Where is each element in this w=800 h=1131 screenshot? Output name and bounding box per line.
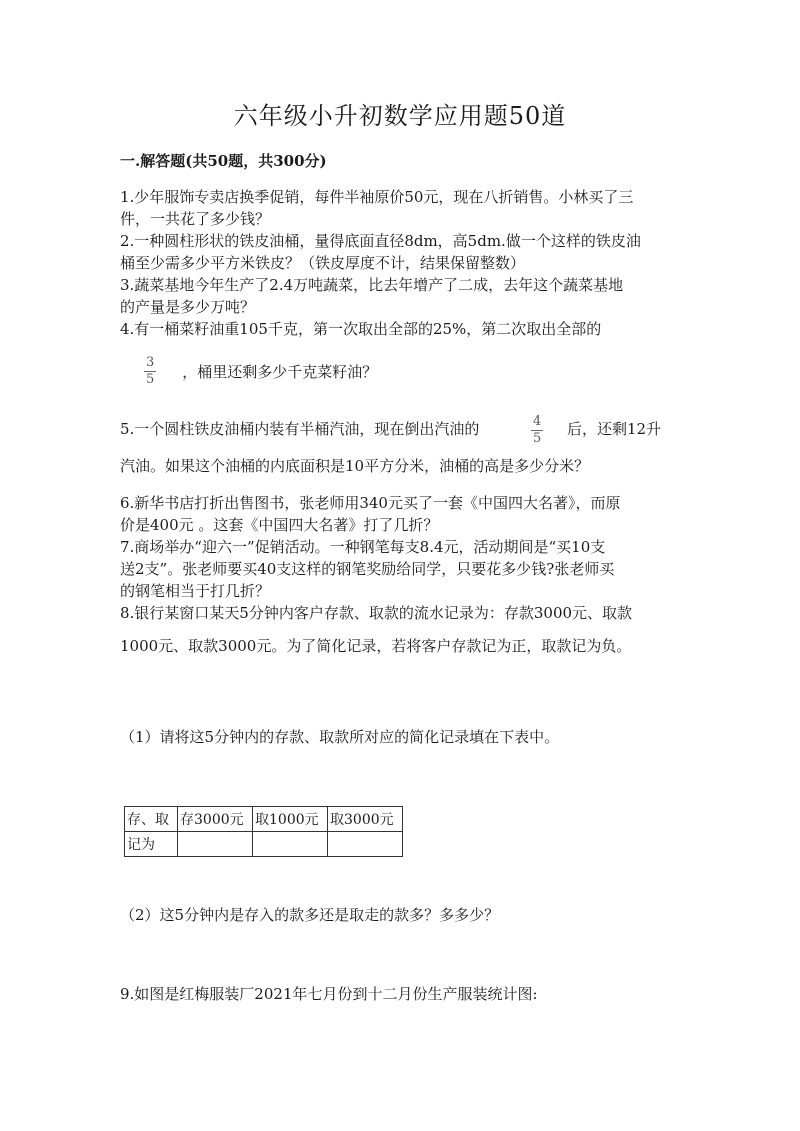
q4-fraction-numerator: 3 (146, 355, 155, 370)
q7-line-3: 的钢笔相当于打几折？ (120, 582, 271, 600)
q8-line-2: 1000元、取款3000元。为了简化记录，若将客户存款记为正，取款记为负。 (120, 637, 632, 655)
q8-sub-question-1: （1）请将这5分钟内的存款、取款所对应的简化记录填在下表中。 (120, 728, 560, 746)
table-cell-input[interactable] (328, 832, 403, 857)
q3-line-1: 3.蔬菜基地今年生产了2.4万吨蔬菜，比去年增产了二成，去年这个蔬菜基地 (120, 276, 624, 294)
q7-line-1: 7.商场举办“迎六一”促销活动。一种钢笔每支8.4元，活动期间是“买10支 (120, 538, 606, 556)
q5-line-2: 汽油。如果这个油桶的内底面积是10平方分米，油桶的高是多少分米？ (120, 457, 590, 475)
table-cell-input[interactable] (253, 832, 328, 857)
q5-line-1a: 5.一个圆柱铁皮油桶内装有半桶汽油，现在倒出汽油的 (120, 420, 480, 438)
q5-fraction (531, 410, 543, 446)
q6-line-2: 价是400元 。这套《中国四大名著》打了几折？ (120, 516, 439, 534)
table-row (125, 832, 403, 857)
q2-line-1: 2.一种圆柱形状的铁皮油桶，量得底面直径8dm，高5dm.做一个这样的铁皮油 (120, 232, 641, 250)
q9-line-1: 9.如图是红梅服装厂2021年七月份到十二月份生产服装统计图: (120, 985, 538, 1003)
q4-line-2-text: ，桶里还剩多少千克菜籽油？ (182, 363, 378, 381)
table-cell: 取1000元 (253, 807, 328, 832)
table-cell: 存3000元 (178, 807, 253, 832)
q4-line-2 (144, 356, 377, 387)
q8-line-1: 8.银行某窗口某天5分钟内客户存款、取款的流水记录为：存款3000元、取款 (120, 604, 633, 622)
section-heading: 一.解答题(共50题，共300分) (120, 152, 327, 170)
q5-fraction-numerator: 4 (533, 414, 542, 429)
table-cell: 记为 (125, 832, 178, 857)
table-cell-input[interactable] (178, 832, 253, 857)
table-row (125, 807, 403, 832)
q8-sub-question-2: （2）这5分钟内是存入的款多还是取走的款多？多多少？ (120, 906, 500, 924)
q2-line-2: 桶至少需多少平方米铁皮？（铁皮厚度不计，结果保留整数） (120, 254, 526, 272)
q7-line-2: 送2支”。张老师要买40支这样的钢笔奖励给同学，只要花多少钱?张老师买 (120, 560, 615, 578)
q5-fraction-denominator: 5 (533, 431, 542, 446)
q4-fraction (144, 356, 156, 387)
record-table (124, 806, 403, 857)
q1-line-1: 1.少年服饰专卖店换季促销，每件半袖原价50元，现在八折销售。小林买了三 (120, 188, 634, 206)
page-title: 六年级小升初数学应用题50道 (233, 102, 567, 130)
table-cell: 存、取 (125, 807, 178, 832)
q4-line-1: 4.有一桶菜籽油重105千克，第一次取出全部的25%，第二次取出全部的 (120, 320, 602, 338)
q6-line-1: 6.新华书店打折出售图书，张老师用340元买了一套《中国四大名著》，而原 (120, 494, 621, 512)
q1-line-2: 件，一共花了多少钱？ (120, 210, 271, 228)
table-cell: 取3000元 (328, 807, 403, 832)
q3-line-2: 的产量是多少万吨？ (120, 298, 256, 316)
q5-line-1b: 后，还剩12升 (567, 420, 662, 438)
q4-fraction-denominator: 5 (146, 372, 155, 387)
